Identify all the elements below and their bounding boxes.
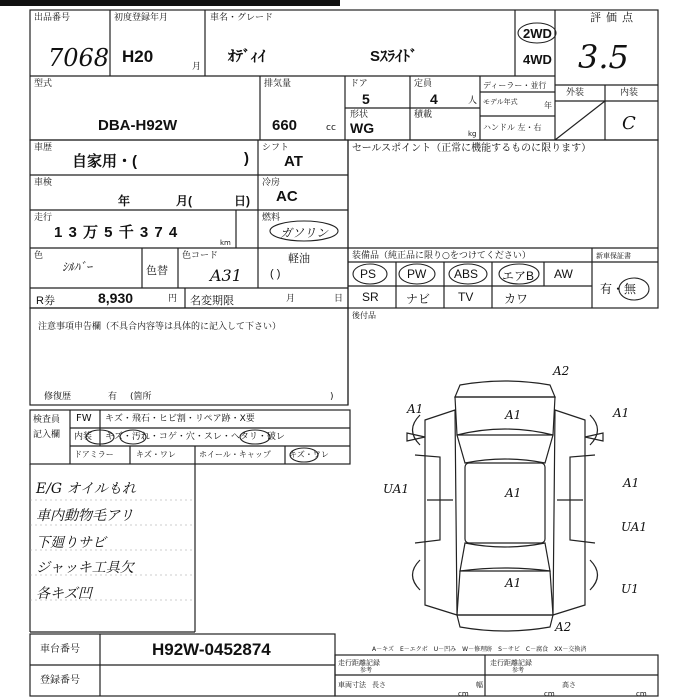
length-label: 長さ (372, 681, 386, 689)
capacity-unit: 人 (468, 96, 478, 106)
equipment-pw: PW (407, 267, 427, 281)
fw-label: FW (76, 413, 92, 424)
shift-label: シフト (262, 143, 290, 153)
mark-right-rear-ua1: UA1 (621, 520, 648, 534)
body-type-value: WG (350, 120, 375, 136)
width-label: 幅 (476, 681, 483, 689)
mileage-value: 1 3 万 5 千 3 7 4 (54, 224, 179, 241)
note-engine-oil-leak: E/G オイルもれ (36, 481, 136, 497)
repair-close: ) (330, 392, 334, 402)
load-unit: kg (468, 130, 477, 138)
length-unit: cm (458, 690, 469, 698)
wheel-cap-options: キズ・ワレ (289, 450, 329, 459)
fuel-gasoline: ガソリン (280, 226, 329, 240)
overall-score: 3.5 (578, 38, 629, 76)
model-code: DBA-H92W (98, 117, 178, 134)
score-label: 評価点 (590, 11, 638, 24)
cc-unit: cc (326, 123, 336, 133)
door-mirror-options: キズ・ワレ (136, 450, 176, 459)
equipment-abs: ABS (454, 267, 479, 281)
report-label: 注意事項申告欄（不具合内容等は具体的に記入して下さい） (38, 322, 282, 332)
first-registration-year: H20 (122, 47, 154, 66)
equipment-tv: TV (458, 290, 474, 304)
car-name: ｵﾃﾞｨｲ (228, 48, 266, 65)
recycle-fee: 8,930 (98, 290, 134, 306)
lot-number-value: 7068 (48, 44, 110, 72)
color-change-label: 色替 (146, 265, 168, 277)
registration-number-label: 登録番号 (40, 675, 80, 686)
color-code-value: A31 (210, 266, 242, 285)
light-oil-label: 軽油 (288, 253, 310, 265)
inspection-year: 年 (118, 194, 131, 208)
exterior-label: 外装 (566, 88, 585, 98)
drive-2wd: 2WD (523, 26, 552, 41)
doors-value: 5 (362, 91, 370, 107)
name-change-label: 名変期限 (190, 295, 234, 307)
dealer-label: ディーラー・並行 (483, 81, 547, 90)
note-scratches-dents: 各キズ凹 (36, 586, 92, 602)
mark-front-left-a1: A1 (407, 402, 424, 416)
chassis-number: H92W-0452874 (152, 640, 271, 659)
interior-row-label: 内装 (74, 432, 93, 442)
color-value: ｼﾙﾊﾞｰ (62, 260, 93, 274)
new-car-warranty-label: 新車保証書 (596, 252, 631, 260)
model-year-label: モデル年式 (483, 98, 518, 106)
interior-label: 内装 (620, 88, 639, 98)
aftermarket-label: 後付品 (352, 311, 376, 320)
usage-value: 自家用・( (72, 153, 137, 170)
interior-score: C (622, 113, 636, 134)
equipment-airbag: エアB (502, 269, 535, 283)
fuel-label: 燃料 (262, 213, 281, 223)
width-unit: cm (544, 690, 555, 698)
equipment-sr: SR (362, 290, 379, 304)
mark-front-bumper-a2: A2 (553, 364, 570, 378)
warranty-value: 有・無 (600, 282, 637, 296)
mark-right-side-a1: A1 (623, 476, 640, 490)
inspection-label: 車検 (34, 178, 53, 188)
reference-label: 参考 (360, 667, 373, 674)
note-undercarriage-rust: 下廻りサビ (36, 535, 106, 551)
inspection-month: 月( (176, 194, 192, 208)
repair-history-label: 修復歴 (44, 392, 72, 402)
mark-hood-a1: A1 (505, 408, 522, 422)
repair-yes: 有 (108, 392, 118, 402)
usage-label: 車歴 (34, 143, 53, 153)
mark-rear-right-u1: U1 (621, 582, 639, 596)
displacement-value: 660 (272, 117, 298, 134)
handle-label: ハンドル 左・右 (483, 123, 542, 132)
displacement-label: 排気量 (264, 79, 292, 89)
inspector-label: 検査員 (33, 415, 61, 425)
height-label: 高さ (562, 681, 576, 689)
inspection-day: 日) (234, 194, 250, 208)
wheel-cap-label: ホイール・キャップ (199, 450, 271, 459)
mark-left-side-ua1: UA1 (383, 482, 410, 496)
usage-close: ) (244, 150, 249, 167)
mark-rear-bumper-a2: A2 (555, 620, 572, 634)
body-type-label: 形状 (350, 110, 369, 120)
equipment-ps: PS (360, 267, 377, 281)
drive-4wd: 4WD (523, 52, 552, 67)
car-damage-diagram (383, 364, 648, 640)
shift-value: AT (284, 153, 303, 170)
mileage-record-label-2: 走行距離記録 (490, 659, 532, 667)
chassis-number-label: 車台番号 (40, 644, 80, 655)
mileage-record-label: 走行距離記録 (338, 659, 380, 667)
door-mirror-label: ドアミラー (74, 450, 114, 459)
name-change-day: 日 (334, 294, 344, 304)
grade: Sｽﾗｲﾄﾞ (370, 48, 418, 65)
mileage-unit: km (220, 239, 231, 247)
color-code-label: 色コード (182, 251, 219, 261)
name-grade-label: 車名・グレード (210, 13, 274, 23)
first-registration-label: 初度登録年月 (114, 13, 169, 23)
note-missing-jack: ジャッキ工具欠 (36, 560, 134, 576)
month-unit: 月 (192, 62, 202, 72)
repair-location: (箇所 (130, 392, 152, 402)
equipment-leather: カワ (504, 292, 529, 306)
interior-damage-options: キズ・汚れ・コゲ・穴・スレ・ヘタリ・破レ (105, 432, 285, 442)
ac-label: 冷房 (262, 178, 281, 188)
vehicle-size-label: 車両寸法 (338, 681, 366, 689)
name-change-month: 月 (286, 294, 296, 304)
color-label: 色 (34, 251, 44, 261)
equipment-navi: ナビ (406, 292, 431, 306)
inspector-entry-label: 記入欄 (33, 430, 61, 440)
recycle-unit: 円 (168, 294, 178, 304)
note-pet-hair: 車内動物毛アリ (36, 508, 134, 524)
lot-number-label: 出品番号 (34, 13, 71, 23)
damage-code-legend: A－キズ E－エクボ U－凹み W－修理跡 S－サビ C－腐食 XX－交換済 (372, 646, 587, 653)
equipment-label: 装備品（純正品に限り○をつけてください） (352, 251, 531, 261)
capacity-label: 定員 (414, 79, 433, 89)
load-label: 積載 (414, 110, 433, 120)
model-year-unit: 年 (544, 101, 552, 110)
mark-roof-a1: A1 (505, 486, 522, 500)
sales-point-label: セールスポイント（正常に機能するものに限ります） (352, 143, 592, 154)
recycle-label: R券 (36, 295, 55, 307)
model-label: 型式 (34, 79, 53, 89)
doors-label: ドア (350, 79, 368, 89)
mark-rear-hatch-a1: A1 (505, 576, 522, 590)
mileage-label: 走行 (34, 213, 53, 223)
height-unit: cm (636, 690, 647, 698)
fw-damage-options: キズ・飛石・ヒビ割・リペア跡・X要 (105, 414, 255, 424)
fuel-other-paren: ( ) (270, 268, 281, 280)
ac-value: AC (276, 188, 298, 205)
equipment-aw: AW (554, 267, 573, 281)
capacity-value: 4 (430, 91, 438, 107)
mark-front-right-a1: A1 (613, 406, 630, 420)
reference-label-2: 参考 (512, 667, 525, 674)
